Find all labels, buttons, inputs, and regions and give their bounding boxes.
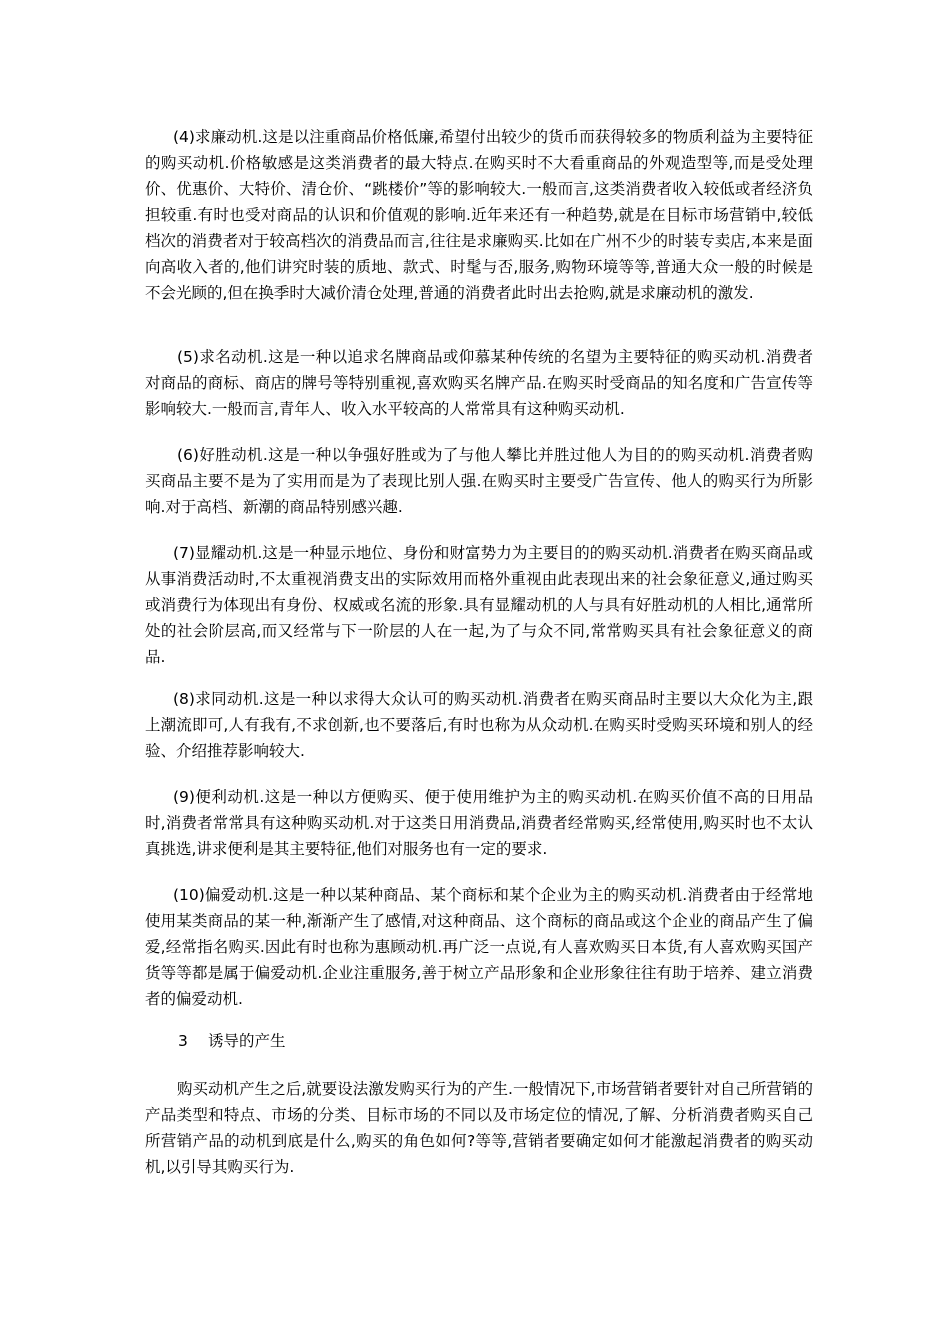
- paragraph-motive-9: (9)便利动机.这是一种以方便购买、便于使用维护为主的购买动机.在购买价值不高的日用品时,消费者常常具有这种购买动机.对于这类日用消费品,消费者经常购买,经常使用,购买时也不太认真挑选,讲求便利是其主要特征,他们对服务也有一定的要求.: [145, 788, 813, 858]
- paragraph-motive-4: (4)求廉动机.这是以注重商品价格低廉,希望付出较少的货币而获得较多的物质利益为主要特征的购买动机.价格敏感是这类消费者的最大特点.在购买时不大看重商品的外观造型等,而是受处理价、优惠价、大特价、清仓价、“跳楼价”等的影响较大.一般而言,这类消费者收入较低或者经济负担较重.有时也受对商品的认识和价值观的影响.近年来还有一种趋势,就是在目标市场营销中,较低档次的消费者对于较高档次的消费品而言,往往是求廉购买.比如在广州不少的时装专卖店,本来是面向高收入者的,他们讲究时装的质地、款式、时髦与否,服务,购物环境等等,普通大众一般的时候是不会光顾的,但在换季时大减价清仓处理,普通的消费者此时出去抢购,就是求廉动机的激发.: [145, 128, 813, 302]
- section-number: 3: [178, 1032, 188, 1050]
- section-heading: [178, 1028, 286, 1054]
- paragraph-motive-7: (7)显耀动机.这是一种显示地位、身份和财富势力为主要目的的购买动机.消费者在购买商品或从事消费活动时,不太重视消费支出的实际效用而格外重视由此表现出来的社会象征意义,通过购买或消费行为体现出有身份、权威或名流的形象.具有显耀动机的人与具有好胜动机的人相比,通常所处的社会阶层高,而又经常与下一阶层的人在一起,为了与众不同,常常购买具有社会象征意义的商品.: [145, 544, 813, 666]
- paragraph-closing: 购买动机产生之后,就要设法激发购买行为的产生.一般情况下,市场营销者要针对自己所营销的产品类型和特点、市场的分类、目标市场的不同以及市场定位的情况,了解、分析消费者购买自己所营销产品的动机到底是什么,购买的角色如何?等等,营销者要确定如何才能激起消费者的购买动机,以引导其购买行为.: [145, 1080, 813, 1176]
- paragraph-motive-8: (8)求同动机.这是一种以求得大众认可的购买动机.消费者在购买商品时主要以大众化为主,跟上潮流即可,人有我有,不求创新,也不要落后,有时也称为从众动机.在购买时受购买环境和别人的经验、介绍推荐影响较大.: [145, 690, 813, 760]
- section-title: 诱导的产生: [208, 1032, 286, 1050]
- paragraph-motive-5: (5)求名动机.这是一种以追求名牌商品或仰慕某种传统的名望为主要特征的购买动机.消费者对商品的商标、商店的牌号等特别重视,喜欢购买名牌产品.在购买时受商品的知名度和广告宣传等影响较大.一般而言,青年人、收入水平较高的人常常具有这种购买动机.: [145, 348, 813, 418]
- paragraph-motive-6: (6)好胜动机.这是一种以争强好胜或为了与他人攀比并胜过他人为目的的购买动机.消费者购买商品主要不是为了实用而是为了表现比别人强.在购买时主要受广告宣传、他人的购买行为所影响.对于高档、新潮的商品特别感兴趣.: [145, 446, 813, 516]
- paragraph-motive-10: (10)偏爱动机.这是一种以某种商品、某个商标和某个企业为主的购买动机.消费者由于经常地使用某类商品的某一种,渐渐产生了感情,对这种商品、这个商标的商品或这个企业的商品产生了偏爱,经常指名购买.因此有时也称为惠顾动机.再广泛一点说,有人喜欢购买日本货,有人喜欢购买国产货等等都是属于偏爱动机.企业注重服务,善于树立产品形象和企业形象往往有助于培养、建立消费者的偏爱动机.: [145, 886, 813, 1008]
